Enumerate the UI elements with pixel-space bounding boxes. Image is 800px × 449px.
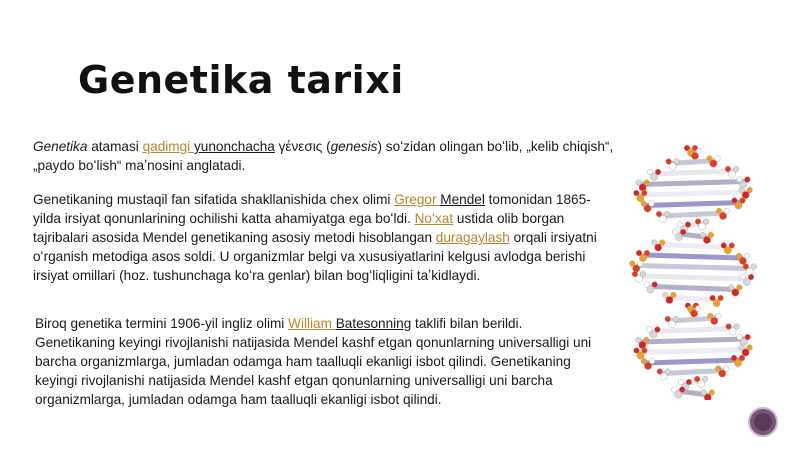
dna-atom [729, 243, 735, 249]
dna-atom [747, 187, 753, 193]
circle-nav-inner [754, 413, 772, 431]
dna-atom [664, 211, 670, 217]
dna-base-pair [638, 266, 748, 269]
dna-atom [696, 148, 702, 154]
dna-atom [703, 219, 709, 225]
dna-atom [655, 169, 661, 175]
dna-atom [649, 358, 655, 364]
dna-atom [733, 166, 739, 172]
dna-atom [751, 264, 757, 270]
dna-atom [724, 208, 730, 214]
text: atamasi [87, 139, 143, 154]
dna-atom [655, 327, 661, 333]
term-genetika: Genetika [33, 139, 88, 154]
link-batesonning[interactable]: Batesonning [335, 316, 412, 331]
dna-atom [671, 292, 677, 298]
link-noxat[interactable]: Noʻxat [414, 211, 454, 226]
dna-atom [642, 348, 648, 354]
dna-atom [708, 232, 714, 238]
dna-base-pair [638, 350, 747, 353]
text: ustida olib borgan tajribalari asosida Mendel genetikaning asosiy metodi hisoblangan [33, 211, 565, 245]
dna-base-pair [646, 360, 740, 363]
dna-atom [715, 156, 721, 162]
dna-atom [740, 198, 746, 204]
dna-base-pair [662, 371, 725, 374]
dna-base-pair [645, 255, 741, 258]
dna-base-pair [646, 203, 741, 206]
dna-atom [709, 390, 715, 396]
dna-atom [640, 271, 646, 277]
dna-atom [745, 177, 751, 183]
slide-title: Genetika tarixi [78, 58, 404, 102]
dna-atom [747, 345, 753, 351]
dna-helix-image [618, 140, 778, 400]
dna-atom [673, 316, 679, 322]
dna-atom [679, 387, 685, 393]
dna-atom [680, 229, 686, 235]
dna-base-pair [638, 192, 747, 195]
dna-base-pair [661, 213, 725, 216]
dna-atom [744, 253, 750, 259]
dna-atom [644, 337, 650, 343]
dna-atom [637, 261, 643, 267]
term-genesis: genesis [330, 139, 378, 154]
dna-base-pair [671, 297, 714, 300]
dna-atom [685, 222, 691, 228]
dna-atom [642, 190, 648, 196]
circle-nav-icon[interactable] [748, 407, 778, 437]
dna-atom [737, 285, 743, 291]
dna-atom [644, 250, 650, 256]
paragraph-etymology [33, 137, 618, 175]
dna-atom [652, 282, 658, 288]
dna-atom [718, 295, 724, 301]
link-william[interactable]: William [288, 316, 332, 331]
link-duragaylash[interactable]: duragaylash [435, 230, 510, 245]
dna-base-pair [640, 339, 745, 342]
dna-atom [745, 334, 751, 340]
dna-base-pair [641, 182, 746, 185]
link-mendel[interactable]: Mendel [440, 192, 485, 207]
link-qadimgi[interactable]: qadimgi [142, 139, 191, 154]
dna-atom [734, 324, 740, 330]
text: ) soʻzidan olingan boʻlib, „kelib chiqish“, „paydo boʻlish“ maʼnosini anglatadi. [33, 139, 614, 173]
dna-atom [748, 274, 754, 280]
dna-helix-group [629, 145, 756, 400]
dna-atom [649, 201, 655, 207]
paragraph-bateson [35, 314, 605, 409]
dna-atom [702, 376, 708, 382]
dna-atom [695, 306, 701, 312]
link-yunonchacha[interactable]: yunonchacha [193, 139, 275, 154]
text: taklifi bilan berildi. Genetikaning keyingi rivojlanishi natijasida Mendel kashf etgan qonunlarning universalligi uni barcha organizmlarga, jumladan odamga ham taalluqli ekanligi isbot qilindi. Genetikaning keyingi rivojlanishi natijasida Mendel kashf etgan qonunlarning universalligi uni barcha organizmlarga, jumladan odamga ham taalluqli ekanligi isbot qilindi. [35, 316, 592, 407]
text: γένεσις ( [274, 139, 331, 154]
dna-base-pair [660, 245, 726, 248]
dna-atom [715, 313, 721, 319]
link-gregor[interactable]: Gregor [394, 192, 437, 207]
dna-atom [686, 379, 692, 385]
text: Genetikaning mustaqil fan sifatida shakllanishida chex olimi [33, 192, 395, 207]
dna-atom [644, 180, 650, 186]
dna-atom [723, 366, 729, 372]
dna-atom [659, 240, 665, 246]
dna-atom [674, 159, 680, 165]
paragraph-mendel [33, 190, 618, 285]
dna-base-pair [652, 171, 734, 174]
dna-base-pair [641, 276, 745, 279]
text: orqali irsiyatni oʻrganish metodiga asos soldi. U organizmlar belgi va xususiyatlarini kelgusi avlodga berishi irsiyat omillari (hoz. tushunchaga koʻra genlar) bilan bogʻliqligini taʼkidlaydi. [33, 230, 597, 283]
text: Biroq genetika termini 1906-yil ingliz olimi [35, 316, 289, 331]
dna-atom [739, 355, 745, 361]
dna-atom [665, 369, 671, 375]
text: tomonidan 1865-yilda irsiyat qonunlarining ochilishi katta ahamiyatga ega boʻldi. [33, 192, 591, 226]
dna-base-pair [651, 329, 734, 332]
dna-base-pair [653, 287, 734, 290]
